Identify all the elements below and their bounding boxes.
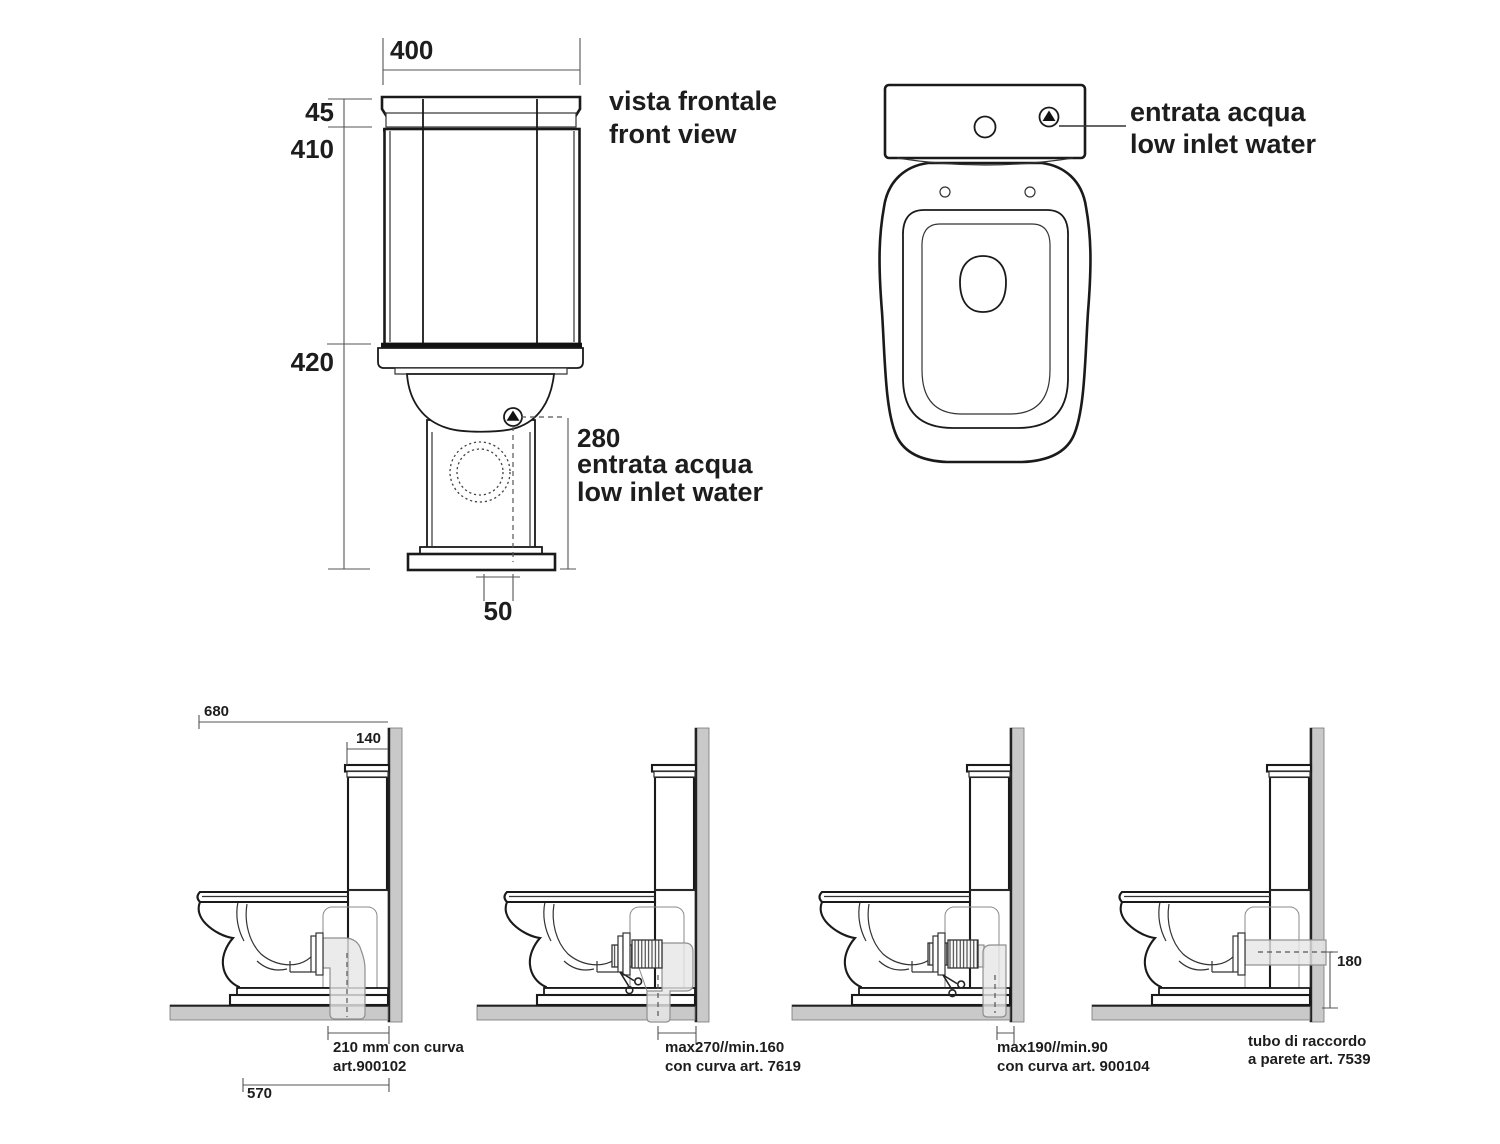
seat-hinge-hole bbox=[940, 187, 950, 197]
front-cistern bbox=[378, 97, 583, 374]
top-water-spot bbox=[960, 256, 1006, 312]
front-view-title-it: vista frontale bbox=[609, 86, 778, 116]
side4-note-line1: tubo di raccordo bbox=[1248, 1033, 1367, 1050]
side3-dims bbox=[997, 1026, 1150, 1075]
side3-note-line2: con curva art. 900104 bbox=[997, 1058, 1150, 1075]
top-inlet-label-it: entrata acqua bbox=[1130, 97, 1306, 127]
side-view-4 bbox=[1092, 728, 1371, 1068]
front-view-title-en: front view bbox=[609, 119, 737, 149]
corrugated-pipe bbox=[632, 940, 662, 968]
front-dim-outlet bbox=[476, 574, 520, 626]
side1-note-line2: art.900102 bbox=[333, 1058, 407, 1075]
front-dim-heights bbox=[291, 97, 372, 569]
side-view-2 bbox=[477, 728, 801, 1075]
top-view bbox=[880, 85, 1317, 462]
side2-note-line1: max270//min.160 bbox=[665, 1039, 785, 1056]
side2-note-line2: con curva art. 7619 bbox=[665, 1058, 801, 1075]
dim-label-140: 140 bbox=[356, 730, 382, 747]
water-inlet-icon bbox=[1040, 108, 1059, 127]
dim-label-50: 50 bbox=[483, 596, 513, 626]
water-inlet-icon bbox=[504, 408, 522, 426]
side3-note-line1: max190//min.90 bbox=[997, 1039, 1108, 1056]
dim-label-680: 680 bbox=[204, 703, 230, 720]
front-pedestal bbox=[407, 374, 555, 570]
dim-label-280: 280 bbox=[577, 423, 621, 453]
side1-note-line1: 210 mm con curva bbox=[333, 1039, 464, 1056]
side-view-1 bbox=[170, 703, 465, 1102]
front-inlet-label-en: low inlet water bbox=[577, 477, 764, 507]
front-dim-inlet bbox=[560, 418, 764, 569]
dim-label-400: 400 bbox=[390, 35, 434, 65]
dim-label-410: 410 bbox=[290, 134, 334, 164]
front-inlet-label-it: entrata acqua bbox=[577, 449, 753, 479]
dim-label-45: 45 bbox=[305, 97, 334, 127]
top-inlet-label-en: low inlet water bbox=[1130, 129, 1317, 159]
dim-label-420: 420 bbox=[290, 347, 334, 377]
side-view-3 bbox=[792, 728, 1150, 1075]
side2-dims bbox=[658, 1026, 801, 1075]
seat-hinge-hole bbox=[1025, 187, 1035, 197]
tank-hole bbox=[975, 117, 996, 138]
dim-label-180: 180 bbox=[1337, 953, 1363, 970]
front-view bbox=[291, 35, 777, 626]
dim-label-570: 570 bbox=[247, 1085, 273, 1102]
side4-note-line2: a parete art. 7539 bbox=[1248, 1051, 1371, 1068]
front-dim-width bbox=[383, 35, 580, 85]
corrugated-pipe bbox=[948, 940, 978, 968]
